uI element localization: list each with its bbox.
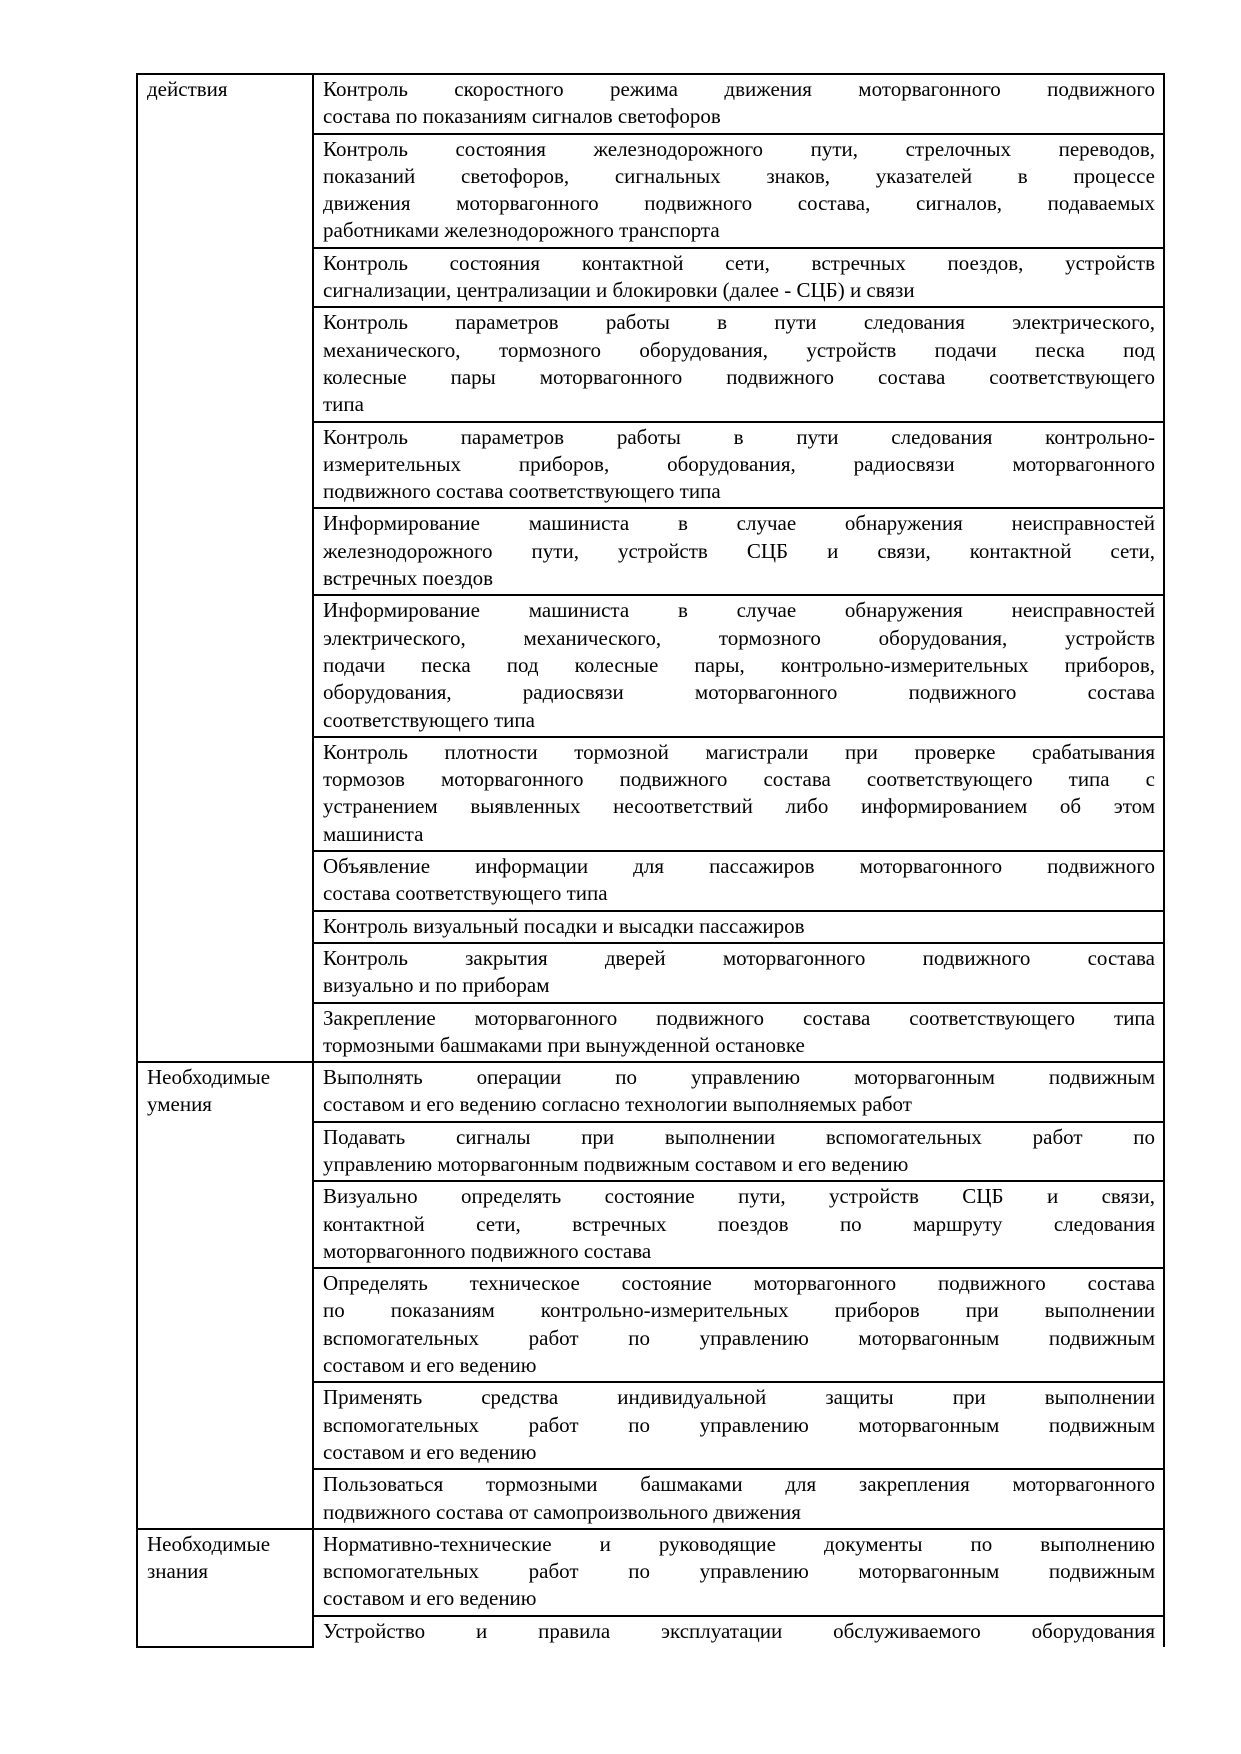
text-line: тормозов моторвагонного подвижного состава соответствующего типа с — [323, 767, 1155, 792]
text-line: Пользоваться тормозными башмаками для закрепления моторвагонного — [323, 1472, 1155, 1497]
action-row-9 — [313, 851, 1164, 911]
action-row-8 — [313, 737, 1164, 851]
text-line: соответствующего типа — [323, 707, 535, 732]
skill-row-5 — [313, 1382, 1164, 1469]
action-row-1 — [313, 74, 1164, 134]
skill-row-6 — [313, 1469, 1164, 1529]
text-line: Визуально определять состояние пути, устройств СЦБ и связи, — [323, 1184, 1155, 1209]
text-line: Подавать сигналы при выполнении вспомогательных работ по — [323, 1124, 1155, 1149]
text-line: устранением выявленных несоответствий либо информированием об этом — [323, 794, 1155, 819]
action-row-4 — [313, 307, 1164, 421]
text-line: электрического, механического, тормозного оборудования, устройств — [323, 625, 1155, 650]
text-line: типа — [323, 392, 364, 417]
group-label-required-skills — [137, 1062, 313, 1529]
text-line: подачи песка под колесные пары, контрольно-измерительных приборов, — [323, 652, 1155, 677]
text-line: движения моторвагонного подвижного состава, сигналов, подаваемых — [323, 191, 1155, 216]
table-row — [137, 1062, 1164, 1122]
text-line: работниками железнодорожного транспорта — [323, 218, 720, 243]
text-line: машиниста — [323, 821, 424, 846]
text-line: вспомогательных работ по управлению моторвагонным подвижным — [323, 1412, 1155, 1437]
text-line: по показаниям контрольно-измерительных приборов при выполнении — [323, 1298, 1155, 1323]
action-row-3 — [313, 248, 1164, 308]
knowledge-row-1 — [313, 1529, 1164, 1616]
skill-row-4 — [313, 1268, 1164, 1382]
text-line: Закрепление моторвагонного подвижного состава соответствующего типа — [323, 1005, 1155, 1030]
group-label-text: Необходимые умения — [147, 1065, 271, 1117]
text-line: Устройство и правила эксплуатации обслуживаемого оборудования — [323, 1618, 1155, 1643]
text-line: моторвагонного подвижного состава — [323, 1238, 652, 1263]
text-line: измерительных приборов, оборудования, радиосвязи моторвагонного — [323, 451, 1155, 476]
text-line: Информирование машиниста в случае обнаружения неисправностей — [323, 598, 1155, 623]
text-line: подвижного состава соответствующего типа — [323, 479, 721, 504]
text-line: визуально и по приборам — [323, 973, 550, 998]
competency-table — [136, 73, 1165, 1648]
text-line: Определять техническое состояние моторвагонного подвижного состава — [323, 1271, 1155, 1296]
text-line: Контроль визуальный посадки и высадки пассажиров — [323, 913, 805, 938]
text-line: встречных поездов — [323, 566, 494, 591]
skill-row-3 — [313, 1181, 1164, 1268]
text-line: контактной сети, встречных поездов по маршруту следования — [323, 1211, 1155, 1236]
text-line: Контроль закрытия дверей моторвагонного подвижного состава — [323, 945, 1155, 970]
text-line: управлению моторвагонным подвижным составом и его ведению — [323, 1151, 909, 1176]
table-row — [137, 74, 1164, 134]
text-line: колесные пары моторвагонного подвижного состава соответствующего — [323, 364, 1155, 389]
action-row-11 — [313, 943, 1164, 1003]
text-line: Контроль состояния железнодорожного пути, стрелочных переводов, — [323, 136, 1155, 161]
text-line: вспомогательных работ по управлению моторвагонным подвижным — [323, 1325, 1155, 1350]
text-line: Контроль состояния контактной сети, встречных поездов, устройств — [323, 250, 1155, 275]
text-line: составом и его ведению — [323, 1353, 537, 1378]
action-row-6 — [313, 508, 1164, 595]
text-line: подвижного состава от самопроизвольного движения — [323, 1499, 801, 1524]
text-line: Контроль плотности тормозной магистрали при проверке срабатывания — [323, 739, 1155, 764]
text-line: Выполнять операции по управлению моторвагонным подвижным — [323, 1065, 1155, 1090]
action-row-2 — [313, 134, 1164, 248]
text-line: составом и его ведению — [323, 1586, 537, 1611]
text-line: оборудования, радиосвязи моторвагонного подвижного состава — [323, 680, 1155, 705]
text-line: тормозными башмаками при вынужденной остановке — [323, 1032, 805, 1057]
action-row-5 — [313, 422, 1164, 509]
text-line: Информирование машиниста в случае обнаружения неисправностей — [323, 511, 1155, 536]
group-label-actions — [137, 74, 313, 1062]
text-line: Нормативно-технические и руководящие документы по выполнению — [323, 1531, 1155, 1556]
group-label-text: Необходимые знания — [147, 1531, 271, 1584]
group-label-text: действия — [147, 77, 228, 101]
skill-row-1 — [313, 1062, 1164, 1122]
table-row — [137, 1529, 1164, 1616]
text-line: Применять средства индивидуальной защиты при выполнении — [323, 1385, 1155, 1410]
text-line: составом и его ведению — [323, 1439, 537, 1464]
group-label-required-knowledge — [137, 1529, 313, 1647]
text-line: показаний светофоров, сигнальных знаков, указателей в процессе — [323, 163, 1155, 188]
skill-row-2 — [313, 1122, 1164, 1182]
text-line: Контроль параметров работы в пути следования электрического, — [323, 310, 1155, 335]
text-line: Объявление информации для пассажиров моторвагонного подвижного — [323, 854, 1155, 879]
action-row-10 — [313, 911, 1164, 943]
text-line: Контроль скоростного режима движения моторвагонного подвижного — [323, 77, 1155, 101]
action-row-12 — [313, 1003, 1164, 1063]
text-line: составом и его ведению согласно технологии выполняемых работ — [323, 1092, 912, 1117]
text-line: сигнализации, централизации и блокировки (далее - СЦБ) и связи — [323, 278, 915, 303]
knowledge-row-2 — [313, 1616, 1164, 1647]
text-line: механического, тормозного оборудования, устройств подачи песка под — [323, 337, 1155, 362]
text-line: вспомогательных работ по управлению моторвагонным подвижным — [323, 1559, 1155, 1584]
text-line: состава по показаниям сигналов светофоров — [323, 104, 721, 129]
text-line: железнодорожного пути, устройств СЦБ и связи, контактной сети, — [323, 538, 1155, 563]
text-line: состава соответствующего типа — [323, 881, 608, 906]
text-line: Контроль параметров работы в пути следования контрольно- — [323, 424, 1155, 449]
action-row-7 — [313, 595, 1164, 736]
